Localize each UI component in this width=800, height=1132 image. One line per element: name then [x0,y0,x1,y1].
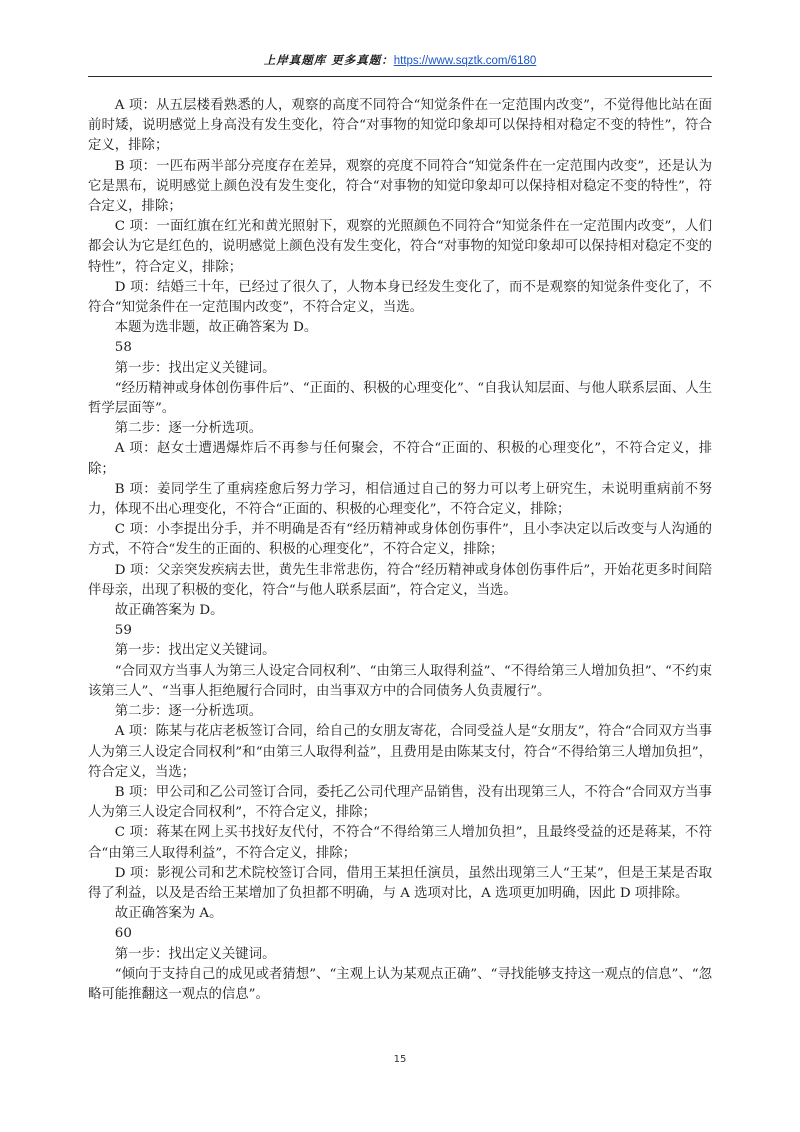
paragraph: 第一步：找出定义关键词。 [114,643,276,659]
page-body [88,96,712,1005]
header-label: 上岸真题库 更多真题： [263,53,394,67]
paragraph: “经历精神或身体创伤事件后”、“正面的、积极的心理变化”、“自我认知层面、与他人联系层面、人生哲学层面等”。 [88,380,712,417]
paragraph: 故正确答案为 A。 [114,906,223,922]
paragraph: D 项：结婚三十年，已经过了很久了，人物本身已经发生变化了，而不是观察的知觉条件变化了，不符合“知觉条件在一定范围内改变”，不符合定义，当选。 [88,279,712,316]
paragraph: C 项：蒋某在网上买书找好友代付，不符合“不得给第三人增加负担”，且最终受益的还是蒋某，不符合“由第三人取得利益”，不符合定义，排除； [88,825,712,861]
paragraph: C 项：小李提出分手，并不明确是否有“经历精神或身体创伤事件”，且小李决定以后改变与人沟通的方式，不符合“发生的正面的、积极的心理变化”，不符合定义，排除； [88,522,712,558]
paragraph: 第二步：逐一分析选项。 [114,704,263,720]
paragraph: D 项：影视公司和艺术院校签订合同，借用王某担任演员，虽然出现第三人“王某”，但是王某是否取得了利益，以及是否给王某增加了负担都不明确，与 A 选项对比，A 选项更加明确，因此 D 项排除。 [88,865,712,901]
paragraph: 第二步：逐一分析选项。 [114,421,263,437]
paragraph: “合同双方当事人为第三人设定合同权利”、“由第三人取得利益”、“不得给第三人增加负担”、“不约束该第三人”、“当事人拒绝履行合同时，由当事双方中的合同债务人负责履行”。 [88,663,712,699]
question-number: 59 [114,623,132,639]
header-url-link[interactable]: https://www.sqztk.com/6180 [393,55,537,67]
paragraph: A 项：从五层楼看熟悉的人，观察的高度不同符合“知觉条件在一定范围内改变”，不觉得他比站在面前时矮，说明感觉上身高没有发生变化，符合“对事物的知觉印象却可以保持相对稳定不变的特性”，符合定义，排除； [88,98,712,154]
paragraph: B 项：姜同学生了重病痊愈后努力学习，相信通过自己的努力可以考上研究生，未说明重病前不努力，体现不出心理变化，不符合“正面的、积极的心理变化”，不符合定义，排除； [88,481,712,518]
paragraph: 第一步：找出定义关键词。 [114,946,276,962]
paragraph: 第一步：找出定义关键词。 [114,360,276,376]
paragraph: “倾向于支持自己的成见或者猜想”、“主观上认为某观点正确”、“寻找能够支持这一观点的信息”、“忽略可能推翻这一观点的信息”。 [88,966,712,1002]
paragraph: 本题为选非题，故正确答案为 D。 [114,320,318,336]
paragraph: C 项：一面红旗在红光和黄光照射下，观察的光照颜色不同符合“知觉条件在一定范围内改变”，人们都会认为它是红色的，说明感觉上颜色没有发生变化，符合“对事物的知觉印象却可以保持相对稳定不变的特性”，符合定义，排除； [88,219,712,275]
page-header [88,52,712,74]
question-number: 58 [114,340,132,356]
question-number: 60 [114,926,132,942]
paragraph: A 项：赵女士遭遇爆炸后不再参与任何聚会，不符合“正面的、积极的心理变化”，不符合定义，排除； [88,441,712,477]
paragraph: 故正确答案为 D。 [114,603,224,619]
page-number: 15 [393,1054,407,1065]
paragraph: D 项：父亲突发疾病去世，黄先生非常悲伤，符合“经历精神或身体创伤事件后”，开始花更多时间陪伴母亲，出现了积极的变化，符合“与他人联系层面”，符合定义，当选。 [88,562,712,598]
paragraph: B 项：甲公司和乙公司签订合同，委托乙公司代理产品销售，没有出现第三人，不符合“合同双方当事人为第三人设定合同权利”，不符合定义，排除； [88,784,712,821]
header-divider [88,76,712,77]
paragraph: B 项：一匹布两半部分亮度存在差异，观察的亮度不同符合“知觉条件在一定范围内改变”，还是认为它是黑布，说明感觉上颜色没有发生变化，符合“对事物的知觉印象却可以保持相对稳定不变的特性”，符合定义，排除； [88,158,712,215]
paragraph: A 项：陈某与花店老板签订合同，给自己的女朋友寄花，合同受益人是“女朋友”，符合“合同双方当事人为第三人设定合同权利”和“由第三人取得利益”，且费用是由陈某支付，符合“不得给第三人增加负担”，符合定义，当选； [88,724,712,780]
